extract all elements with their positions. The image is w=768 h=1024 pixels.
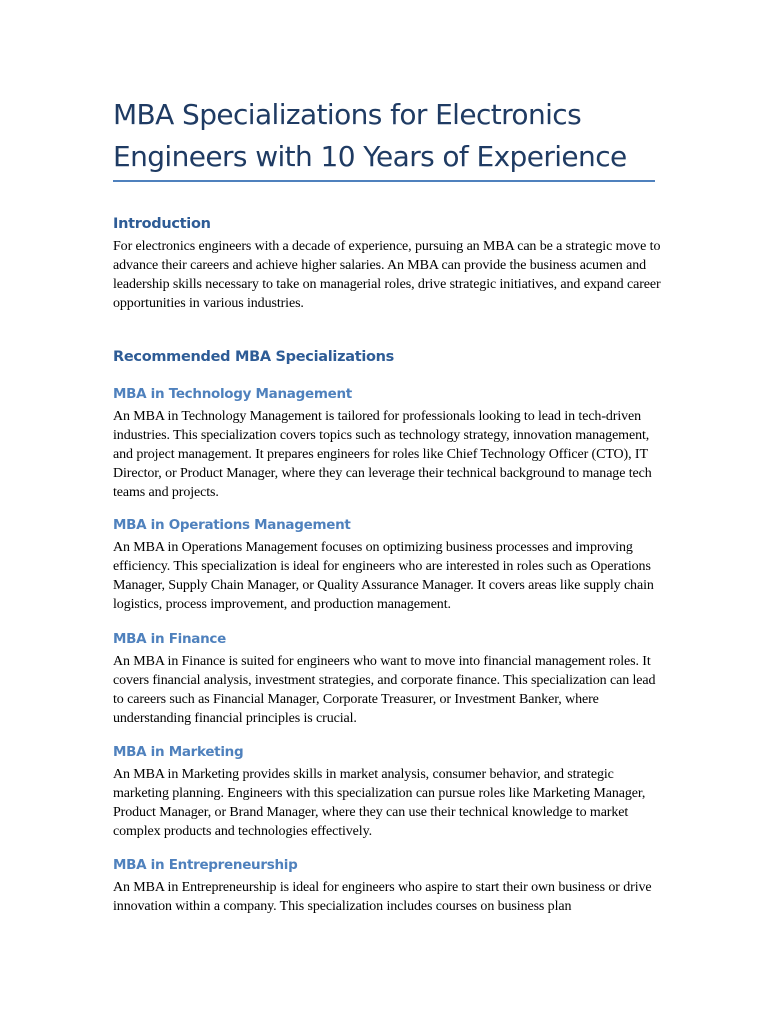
introduction-heading: Introduction — [113, 216, 211, 232]
marketing-paragraph: An MBA in Marketing provides skills in market analysis, consumer behavior, and strategic marketing planning. Engineers with this specialization can pursue roles like Marketing Manager, Product Manager, or Brand Manager, where they can use their technical knowledge to market complex products and technologies effectively. — [113, 767, 646, 839]
recommended-specializations-heading: Recommended MBA Specializations — [113, 349, 395, 365]
finance-heading: MBA in Finance — [113, 631, 226, 647]
title-underline-rule — [113, 180, 655, 182]
operations-management-paragraph: An MBA in Operations Management focuses on optimizing business processes and improving efficiency. This specialization is ideal for engineers who are interested in roles such as Operations Manager, Supply Chain Manager, or Quality Assurance Manager. It covers areas like supply chain logistics, process improvement, and production management. — [113, 540, 654, 612]
entrepreneurship-heading: MBA in Entrepreneurship — [113, 857, 298, 873]
technology-management-paragraph: An MBA in Technology Management is tailored for professionals looking to lead in tech-driven industries. This specialization covers topics such as technology strategy, innovation management, and project management. It prepares engineers for roles like Chief Technology Officer (CTO), IT Director, or Product Manager, where they can leverage their technical background to manage tech teams and projects. — [113, 409, 652, 500]
introduction-paragraph: For electronics engineers with a decade of experience, pursuing an MBA can be a strategic move to advance their careers and achieve higher salaries. An MBA can provide the business acumen and leadership skills necessary to take on managerial roles, drive strategic initiatives, and expand career opportunities in various industries. — [113, 239, 661, 311]
document-title: MBA Specializations for Electronics Engineers with 10 Years of Experience — [113, 98, 627, 173]
technology-management-heading: MBA in Technology Management — [113, 386, 352, 402]
operations-management-heading: MBA in Operations Management — [113, 517, 351, 533]
entrepreneurship-paragraph: An MBA in Entrepreneurship is ideal for engineers who aspire to start their own business or drive innovation within a company. This specialization includes courses on business plan — [113, 880, 652, 914]
finance-paragraph: An MBA in Finance is suited for engineers who want to move into financial management roles. It covers financial analysis, investment strategies, and corporate finance. This specialization can lead to careers such as Financial Manager, Corporate Treasurer, or Investment Banker, where understanding financial principles is crucial. — [113, 654, 656, 726]
marketing-heading: MBA in Marketing — [113, 744, 244, 760]
